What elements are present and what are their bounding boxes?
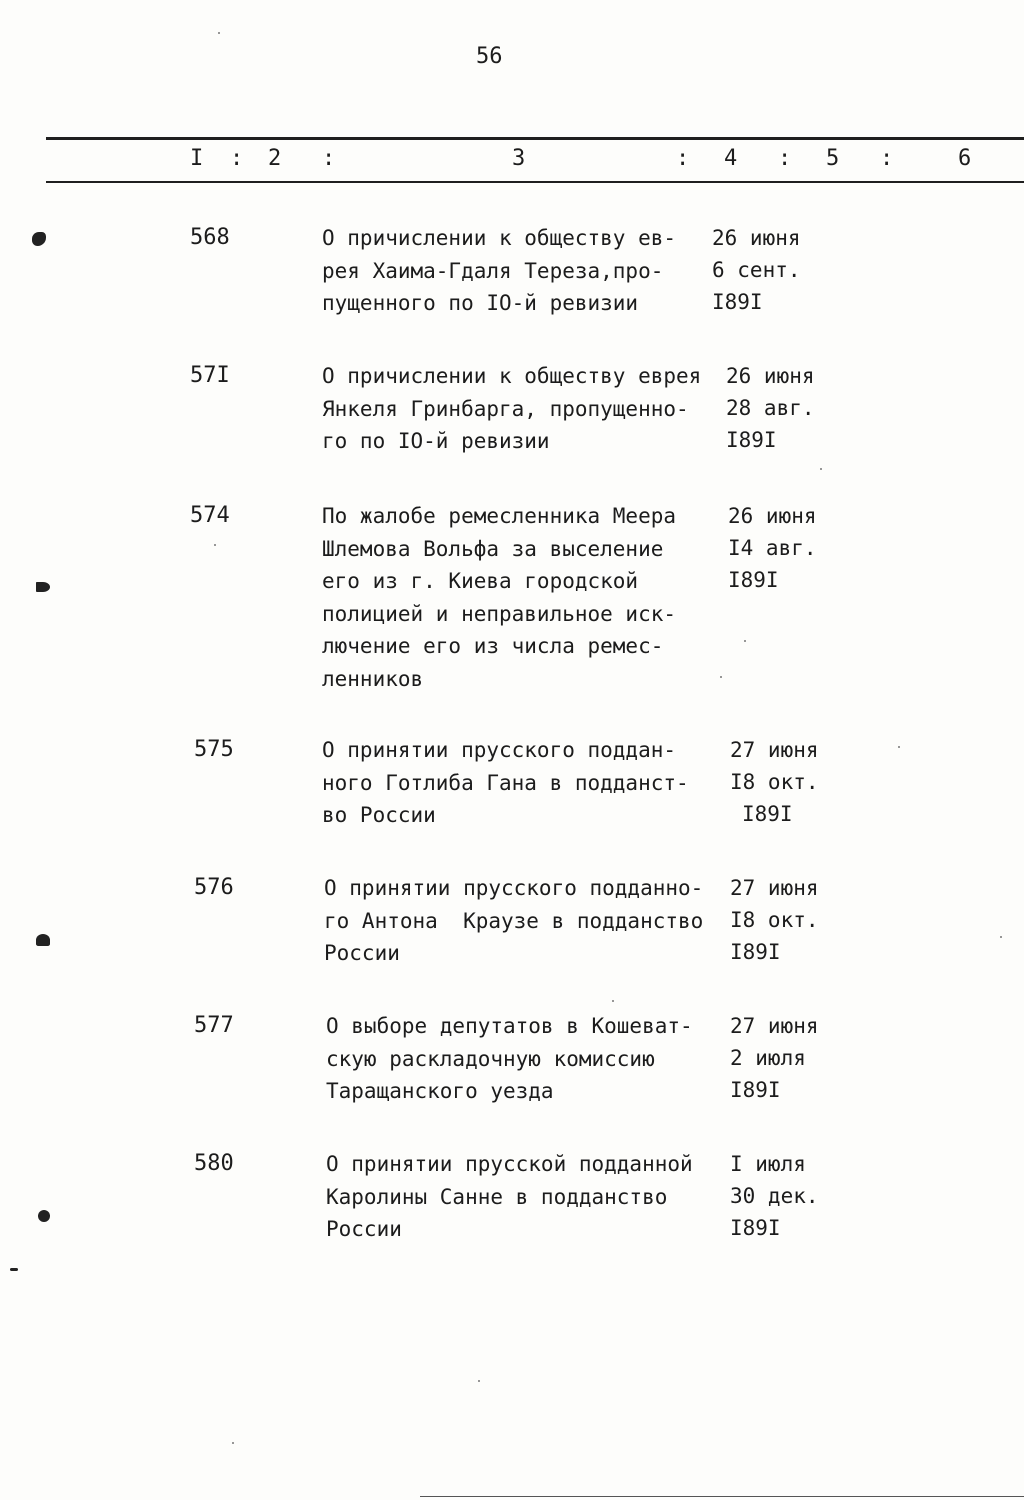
column-separator: : [676,146,690,171]
entry-number: 568 [190,225,230,250]
entry-number: 580 [194,1151,234,1176]
entry-title [322,734,722,832]
title-line: скую раскладочную комиссию [326,1046,655,1071]
title-line: го по IO-й ревизии [322,429,550,453]
title-line: во России [322,803,436,827]
entry-title [324,872,724,970]
entry-title [326,1148,726,1246]
entry-number: 576 [194,875,234,900]
date-start: 27 июня [730,738,819,762]
title-line: Каролины Санне в подданство [326,1184,668,1209]
entry-title [322,360,722,458]
date-year: I89I [742,802,793,826]
header-rule-top [46,137,1024,140]
punch-mark [36,582,50,592]
header-rule-bottom [46,181,1024,183]
punch-mark [38,1210,50,1222]
punch-mark [36,934,50,946]
entry-number: 57I [190,363,230,388]
date-end: 6 сент. [712,258,801,282]
date-year: I89I [730,940,781,964]
title-line: пущенного по IO-й ревизии [322,291,639,315]
speck [232,1442,234,1444]
date-end: 2 июля [730,1046,806,1070]
title-line: О причислении к обществу ев- [322,226,677,250]
date-start: 27 июня [730,876,819,900]
title-line: Таращанского уезда [326,1079,554,1103]
title-line: рея Хаима-Гдаля Тереза,про- [322,258,664,283]
title-line: Янкеля Гринбарга, пропущенно- [322,396,689,421]
entry-dates [730,1148,819,1244]
column-header: 4 [724,146,738,171]
date-start: 26 июня [728,504,817,528]
page-number: 56 [476,44,503,69]
title-line: его из г. Киева городской [322,569,639,593]
date-year: I89I [728,568,779,592]
punch-mark [10,1268,18,1271]
date-start: 27 июня [730,1014,819,1038]
date-year: I89I [730,1078,781,1102]
entry-dates [728,500,817,596]
entry-dates [726,360,815,456]
entry-title [326,1010,726,1108]
date-start: 26 июня [712,226,801,250]
speck [478,1380,480,1382]
column-header: 3 [512,146,526,171]
date-year: I89I [726,428,777,452]
entry-title [322,500,722,695]
entry-number: 575 [194,737,234,762]
title-line: О принятии прусской подданной [326,1152,693,1176]
speck [898,746,900,748]
speck [218,32,220,34]
speck [612,1000,614,1002]
date-year: I89I [712,290,763,314]
entry-dates [712,222,801,318]
speck [820,468,822,470]
title-line: лючение его из числа ремес- [322,634,664,658]
date-start: I июля [730,1152,806,1176]
date-end: 30 дек. [730,1184,819,1208]
title-line: О выборе депутатов в Кошеват- [326,1014,693,1038]
entry-title [322,222,722,320]
entry-dates [730,734,819,830]
bottom-edge-line [420,1496,1024,1497]
entry-number: 577 [194,1013,234,1038]
column-header: 2 [268,146,282,171]
punch-mark [32,232,46,246]
date-year: I89I [730,1216,781,1240]
title-line: О принятии прусского подданно- [324,876,704,900]
date-end: I4 авг. [728,536,817,560]
title-line: России [324,941,400,965]
entry-dates [730,872,819,968]
speck [744,640,746,642]
title-line: По жалобе ремесленника Меера [322,504,677,528]
speck [1000,936,1002,938]
column-separator: : [322,146,336,171]
speck [720,676,722,678]
title-line: Шлемова Вольфа за выселение [322,536,664,561]
entry-number: 574 [190,503,230,528]
title-line: го Антона Краузе в подданство [324,908,704,933]
column-separator: : [880,146,894,171]
date-end: 28 авг. [726,396,815,420]
date-end: I8 окт. [730,770,819,794]
entry-dates [730,1010,819,1106]
title-line: ного Готлиба Гана в подданст- [322,770,689,795]
date-start: 26 июня [726,364,815,388]
column-header: I [190,146,204,171]
title-line: ленников [322,666,424,691]
column-separator: : [778,146,792,171]
column-header: 6 [958,146,972,171]
title-line: О причислении к обществу еврея [322,364,702,388]
title-line: О принятии прусского поддан- [322,738,677,762]
title-line: полицией и неправильное иск- [322,601,677,626]
column-header: 5 [826,146,840,171]
title-line: России [326,1217,402,1241]
column-separator: : [230,146,244,171]
speck [214,544,216,546]
date-end: I8 окт. [730,908,819,932]
